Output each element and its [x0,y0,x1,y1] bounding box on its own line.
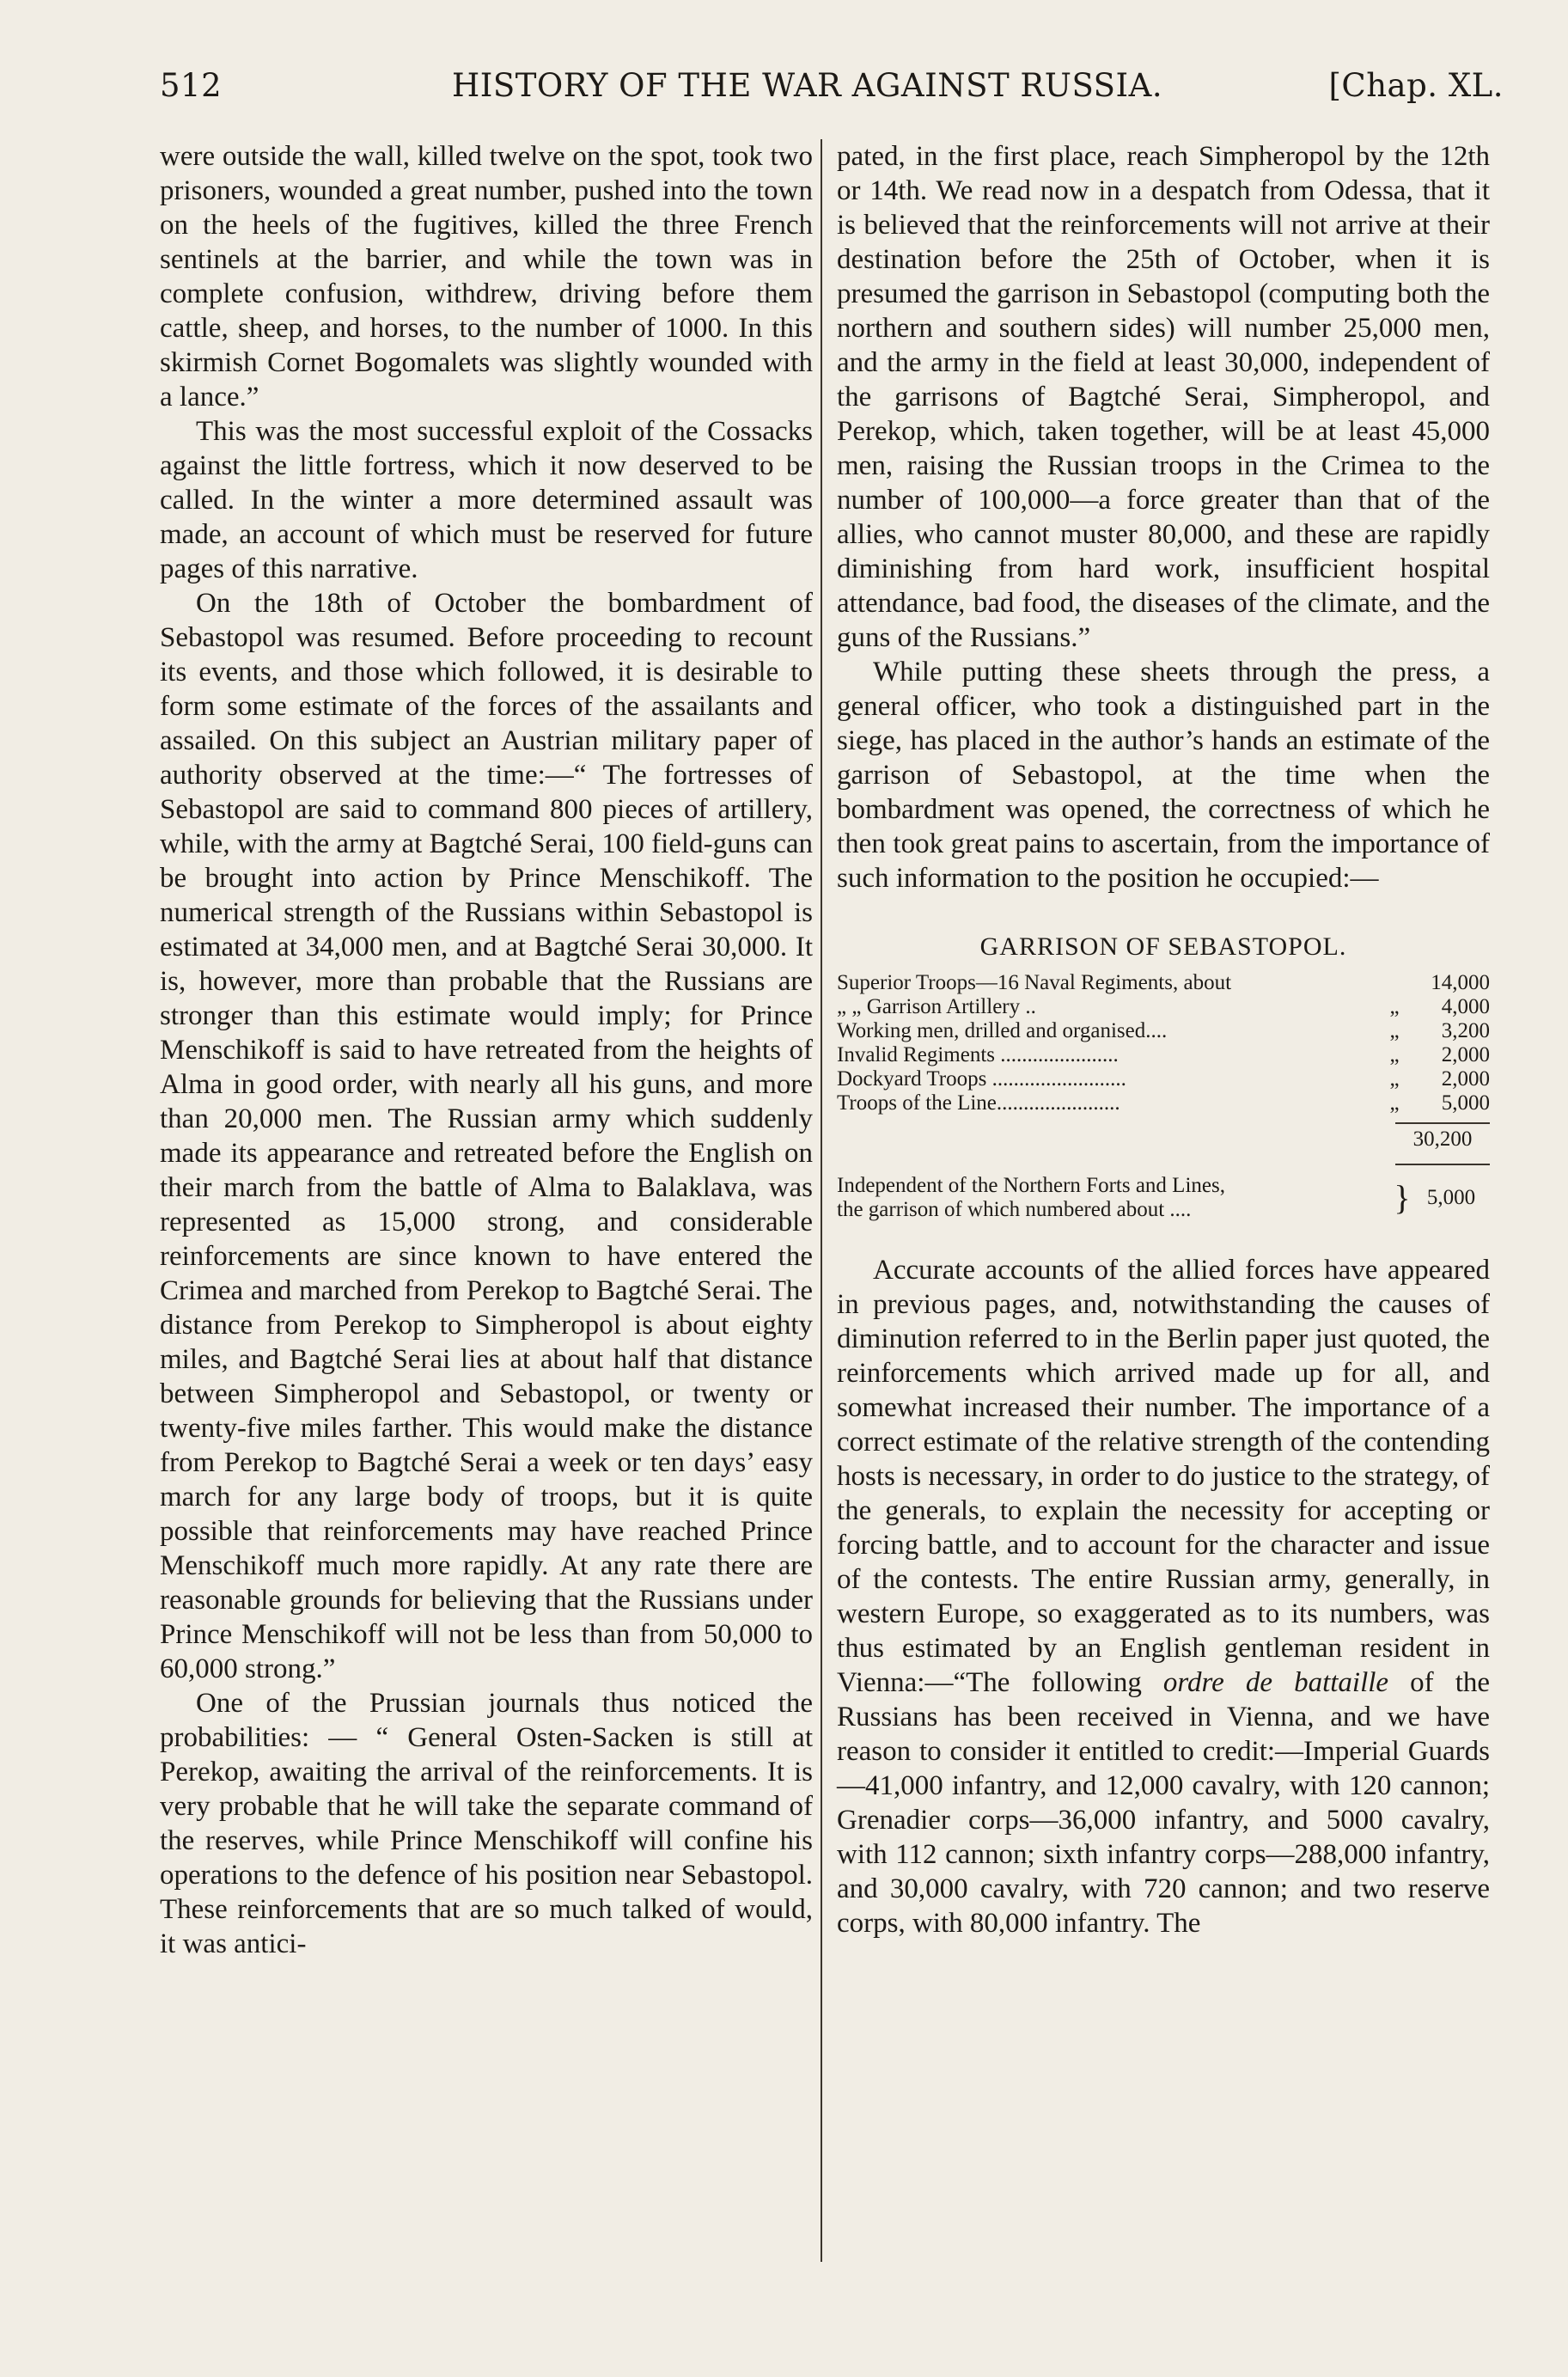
row-label: Superior Troops—16 Naval Regiments, about [837,971,1232,994]
independent-text [837,1174,1392,1222]
row-label: Working men, drilled and organised.... [837,1019,1168,1042]
row-value: 2,000 [1441,1043,1490,1066]
row-label: Invalid Regiments ...................... [837,1043,1119,1066]
column-divider [821,139,822,2262]
garrison-table [837,971,1490,1222]
independent-note [837,1174,1490,1222]
ditto-mark: „ [1389,1091,1400,1115]
paragraph: One of the Prussian journals thus noticed the probabilities: — “ General Osten-Sacken is still at Perekop, awaiting the arrival of the reinforcements. It is very probable that he will take the separate command of the reserves, while Prince Menschikoff will confine his operations to the defence of his position near Sebastopol. These reinforcements that are so much talked of would, it was antici- [160,1688,813,1959]
table-row [837,971,1490,995]
table-row [837,1043,1490,1067]
sum-rule [1395,1164,1490,1165]
ditto-mark: „ [1389,995,1400,1018]
row-value: 4,000 [1441,995,1490,1018]
table-total [837,1127,1490,1152]
table-row [837,1091,1490,1115]
paragraph [837,1253,1490,1940]
row-label: Troops of the Line....................... [837,1091,1120,1115]
right-column [837,139,1490,1940]
paragraph: While putting these sheets through the press, a general officer, who took a distinguished part in the siege, has placed in the author’s hands an estimate of the garrison of Sebastopol, at the time when the bombardment was opened, the correctness of which he then took great pains to ascertain, from the importance of such information to the position he occupied:— [837,657,1490,894]
independent-line: the garrison of which numbered about .... [837,1198,1192,1221]
row-label: „ „ Garrison Artillery .. [837,995,1036,1018]
italic-phrase: ordre de battaille [1162,1667,1389,1698]
chapter-label: [Chap. XL. [1328,67,1504,104]
page-number: 512 [160,67,223,104]
ditto-mark: „ [1389,1067,1400,1091]
table-row [837,1067,1490,1091]
row-value: 5,000 [1441,1091,1490,1115]
row-value: 2,000 [1441,1067,1490,1091]
ditto-mark: „ [1389,1043,1400,1066]
independent-line: Independent of the Northern Forts and Lines, [837,1174,1225,1197]
left-column [160,139,813,1961]
row-label: Dockyard Troops ......................... [837,1067,1126,1091]
table-row [837,1019,1490,1043]
independent-value: 5,000 [1426,1186,1476,1209]
garrison-table-title: GARRISON OF SEBASTOPOL. [979,932,1347,961]
paragraph-text: of the Russians has been received in Vienna, and we have reason to consider it entitled to credit:—Imperial Guards—41,000 infantry, and 12,000 cavalry, with 120 cannon; Grenadier corps—36,000 infantry, and 5000 cavalry, with 112 cannon; sixth infantry corps—288,000 infantry, and 30,000 cavalry, with 720 cannon; and two reserve corps, with 80,000 infantry. The [837,1667,1491,1939]
paragraph: were outside the wall, killed twelve on the spot, took two prisoners, wounded a great number, pushed into the town on the heels of the fugitives, killed the three French sentinels at the barrier, and while the town was in complete confusion, withdrew, driving before them cattle, sheep, and horses, to the number of 1000. In this skirmish Cornet Bogomalets was slightly wounded with a lance.” [160,141,813,412]
sum-rule [1395,1122,1490,1124]
running-header [160,67,1504,110]
paragraph: pated, in the first place, reach Simpheropol by the 12th or 14th. We read now in a despatch from Odessa, that it is believed that the reinforcements will not arrive at their destination before the 25th of October, when it is presumed the garrison in Sebastopol (computing both the northern and southern sides) will number 25,000 men, and the army in the field at least 30,000, independent of the garrisons of Bagtché Serai, Simpheropol, and Perekop, which, taken together, will be at least 45,000 men, raising the Russian troops in the Crimea to the number of 100,000—a force greater than that of the allies, who cannot muster 80,000, and these are rapidly diminishing from hard work, insufficient hospital attendance, bad food, the diseases of the climate, and the guns of the Russians.” [837,141,1490,653]
paragraph-text: Accurate accounts of the allied forces have appeared in previous pages, and, notwithstanding the causes of diminution referred to in the Berlin paper just quoted, the reinforcements which arrived made up for all, and somewhat increased their number. The importance of a correct estimate of the relative strength of the contending hosts is necessary, in order to do justice to the strategy, of the generals, to explain the necessity for accepting or forcing battle, and to account for the character and issue of the contests. The entire Russian army, generally, in western Europe, so exaggerated as to its numbers, was thus estimated by an English gentleman resident in Vienna:—“The following [837,1255,1490,1698]
running-title: HISTORY OF THE WAR AGAINST RUSSIA. [452,67,1163,104]
paragraph: On the 18th of October the bombardment of Sebastopol was resumed. Before proceeding to recount its events, and those which followed, it is desirable to form some estimate of the forces of the assailants and assailed. On this subject an Austrian military paper of authority observed at the time:—“ The fortresses of Sebastopol are said to command 800 pieces of artillery, while, with the army at Bagtché Serai, 100 field-guns can be brought into action by Prince Menschikoff. The numerical strength of the Russians within Sebastopol is estimated at 34,000 men, and at Bagtché Serai 30,000. It is, however, more than probable that the Russians are stronger than this estimate would imply; for Prince Menschikoff is said to have retreated from the heights of Alma in good order, with nearly all his guns, and more than 20,000 men. The Russian army which suddenly made its appearance and retreated before the English on their march from the battle of Alma to Balaklava, was represented as 15,000 strong, and considerable reinforcements are since known to have entered the Crimea and marched from Perekop to Bagtché Serai. The distance from Perekop to Simpheropol is about eighty miles, and Bagtché Serai lies at about half that distance between Simpheropol and Sebastopol, or twenty or twenty-five miles farther. This would make the distance from Perekop to Bagtché Serai a week or ten days’ easy march for any large body of troops, but it is quite possible that reinforcements may have reached Prince Menschikoff much more rapidly. At any rate there are reasonable grounds for believing that the Russians under Prince Menschikoff will not be less than from 50,000 to 60,000 strong.” [160,588,813,1684]
brace-glyph: } [1394,1178,1411,1217]
paragraph: This was the most successful exploit of the Cossacks against the little fortress, which it now deserved to be called. In the winter a more determined assault was made, an account of which must be reserved for future pages of this narrative. [160,416,813,584]
total-value: 30,200 [1412,1127,1473,1151]
row-value: 14,000 [1431,971,1490,994]
ditto-mark: „ [1389,1019,1400,1042]
row-value: 3,200 [1441,1019,1490,1042]
table-row [837,995,1490,1019]
